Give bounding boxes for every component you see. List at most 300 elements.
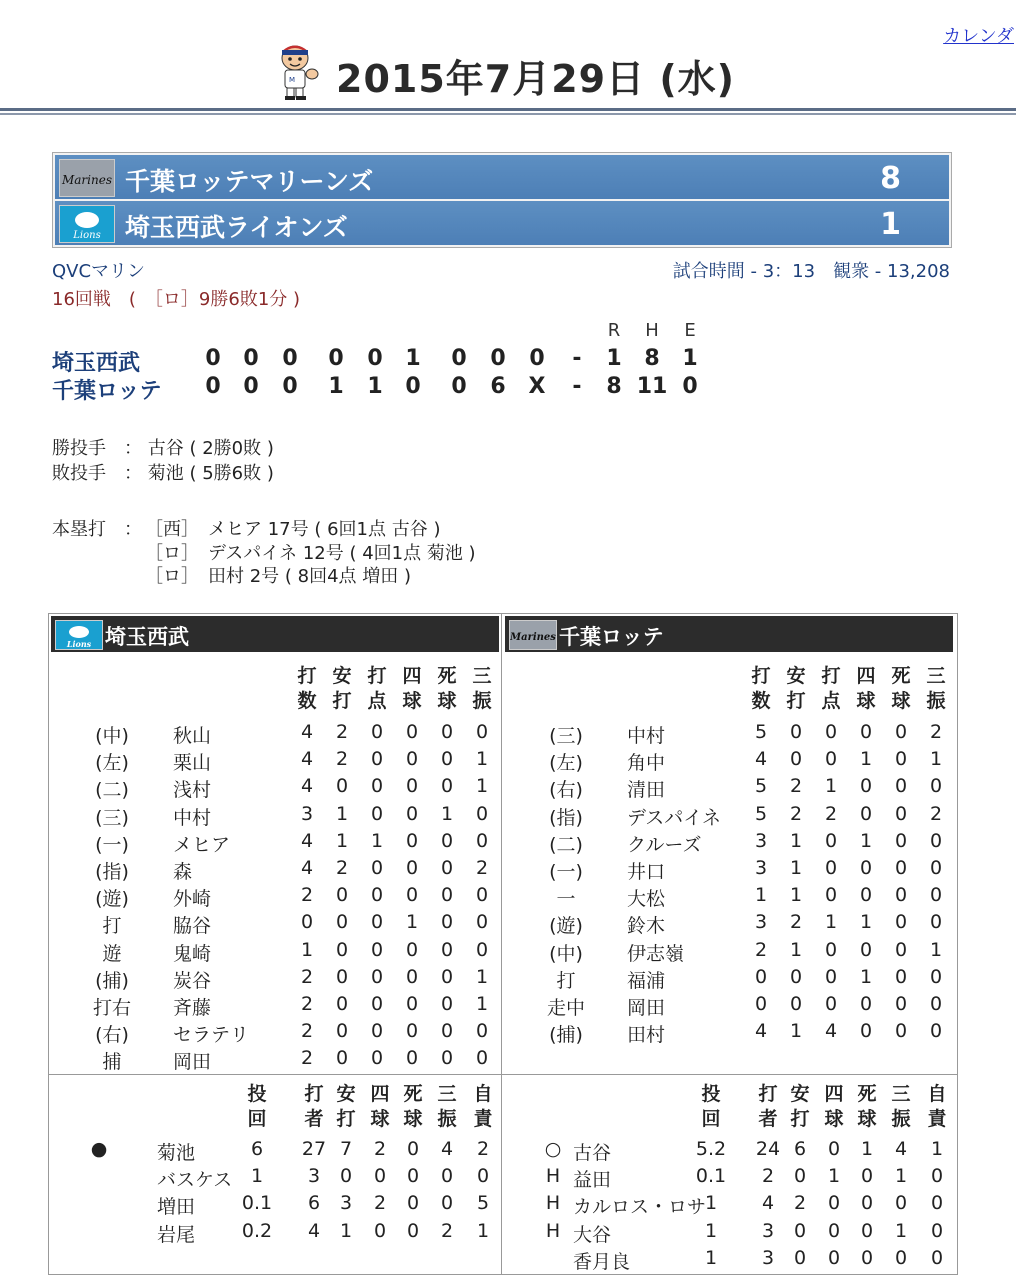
pitching-header — [927, 1082, 947, 1132]
batter-stat: 2 — [300, 1020, 314, 1043]
batter-stat: 0 — [859, 993, 873, 1015]
header-char: 球 — [403, 1108, 423, 1130]
pitcher-stat: 1 — [704, 1219, 718, 1242]
pitcher-stat: 0.1 — [241, 1192, 273, 1215]
batter-stat: 2 — [335, 721, 349, 743]
batter-name: 福浦 — [627, 969, 666, 992]
pitcher-stat: 0 — [827, 1246, 841, 1269]
pitcher-name: 香月良 — [573, 1250, 631, 1273]
linescore-team: 千葉ロッテ — [52, 379, 162, 404]
winning-pitcher — [52, 434, 274, 460]
batter-stat: 1 — [789, 1020, 803, 1043]
header-char: 打 — [790, 1108, 810, 1130]
header-char: 球 — [824, 1108, 844, 1130]
batter-position: (遊) — [549, 915, 583, 938]
batter-name: 伊志嶺 — [627, 942, 685, 965]
linescore-h: 8 — [644, 346, 660, 371]
decision-label: 勝投手 ： — [52, 438, 142, 459]
header-char: 打 — [821, 665, 841, 687]
batter-stat: 0 — [475, 829, 489, 852]
batter-stat: 0 — [440, 911, 454, 934]
batter-stat: 5 — [754, 721, 768, 743]
header-char: 打 — [336, 1108, 356, 1130]
pitching-header — [437, 1082, 457, 1132]
batter-stat: 0 — [440, 857, 454, 879]
pitcher-stat: 3 — [339, 1192, 353, 1215]
pitcher-stat: 0 — [930, 1165, 944, 1188]
batter-name: 中村 — [627, 725, 666, 747]
pitcher-stat: 0.2 — [241, 1219, 273, 1242]
header-char: 打 — [786, 690, 806, 712]
header-char: 安 — [790, 1083, 810, 1105]
batter-stat: 0 — [440, 775, 454, 798]
rhe-header: E — [684, 320, 696, 341]
batter-name: 田村 — [627, 1024, 666, 1047]
batter-stat: 2 — [300, 993, 314, 1015]
pitcher-name: 古谷 — [573, 1142, 612, 1164]
inning-score: 6 — [490, 374, 506, 399]
pitcher-stat: 1 — [860, 1138, 874, 1160]
linescore-e: 0 — [682, 374, 698, 399]
header-char: 三 — [926, 665, 946, 687]
pitcher-stat: 2 — [373, 1138, 387, 1160]
pitching-header — [891, 1082, 911, 1132]
batting-header — [367, 664, 387, 714]
pitcher-stat: 0 — [860, 1165, 874, 1188]
batter-position: 打 — [102, 915, 122, 938]
batter-name: 脇谷 — [173, 915, 212, 938]
pitcher-name: 益田 — [573, 1169, 612, 1192]
batter-stat: 0 — [440, 1020, 454, 1043]
pitcher-stat: 1 — [894, 1165, 908, 1188]
batter-stat: 1 — [475, 775, 489, 798]
batter-stat: 0 — [789, 965, 803, 988]
decision-value: 古谷 ( 2勝0敗 ) — [147, 438, 274, 459]
batter-stat: 1 — [335, 802, 349, 825]
batter-stat: 0 — [335, 965, 349, 988]
batter-position: (三) — [95, 806, 129, 829]
inning-score: 1 — [367, 374, 383, 399]
mascot-icon — [270, 42, 320, 100]
header-char: 振 — [926, 690, 946, 712]
header-char: 安 — [332, 665, 352, 687]
batter-stat: 0 — [929, 993, 943, 1015]
batter-stat: 0 — [370, 1047, 384, 1070]
svg-text:Lions: Lions — [66, 639, 92, 649]
inning-score: 1 — [328, 374, 344, 399]
pitching-header — [304, 1082, 324, 1132]
batter-stat: 0 — [824, 938, 838, 961]
rhe-header: R — [607, 320, 621, 341]
batter-stat: 2 — [335, 857, 349, 879]
svg-text:Lions: Lions — [73, 230, 101, 241]
batter-name: 清田 — [627, 779, 666, 802]
batter-name: 秋山 — [173, 725, 212, 747]
rhe-header: H — [645, 320, 659, 341]
header-char: 点 — [821, 690, 841, 712]
batter-stat: 0 — [894, 802, 908, 825]
batter-stat: 0 — [929, 884, 943, 907]
homerun-item: ［ロ］ デスパイネ 12号 ( 4回1点 菊池 ) — [145, 543, 476, 564]
pitcher-stat: 0 — [406, 1138, 420, 1160]
pitcher-stat: 0 — [793, 1246, 807, 1269]
scoreboard-row-marines — [55, 155, 949, 199]
header-char: 投 — [247, 1083, 267, 1105]
pitching-header — [701, 1082, 721, 1132]
batter-stat: 2 — [929, 802, 943, 825]
batter-stat: 5 — [754, 802, 768, 825]
batter-stat: 0 — [929, 965, 943, 988]
batter-stat: 1 — [335, 829, 349, 852]
batter-position: (捕) — [549, 1024, 583, 1047]
batter-stat: 0 — [440, 965, 454, 988]
header-char: 死 — [403, 1083, 423, 1105]
marines-box-header — [505, 616, 953, 652]
batter-stat: 0 — [370, 857, 384, 879]
batter-position: (捕) — [95, 969, 129, 992]
pitcher-stat: 1 — [476, 1219, 490, 1242]
batter-stat: 0 — [405, 857, 419, 879]
header-char: 安 — [786, 665, 806, 687]
batter-position: 打 — [556, 969, 576, 992]
batter-stat: 0 — [370, 721, 384, 743]
pitcher-stat: 0 — [827, 1219, 841, 1242]
batter-position: 遊 — [102, 942, 122, 965]
batter-position: (左) — [549, 752, 583, 775]
batter-name: 斉藤 — [173, 997, 212, 1019]
pitcher-stat: 27 — [301, 1138, 327, 1160]
batter-stat: 0 — [894, 748, 908, 771]
pitcher-stat: 0 — [793, 1219, 807, 1242]
batter-stat: 0 — [370, 1020, 384, 1043]
pitcher-stat: 2 — [440, 1219, 454, 1242]
batter-stat: 0 — [440, 829, 454, 852]
header-char: 回 — [701, 1108, 721, 1130]
batter-stat: 0 — [859, 884, 873, 907]
inning-score: 0 — [529, 346, 545, 371]
batter-name: 中村 — [173, 806, 212, 829]
pitcher-name: 増田 — [157, 1196, 196, 1219]
batter-name: 栗山 — [173, 752, 212, 775]
batter-position: (遊) — [95, 888, 129, 911]
batter-stat: 2 — [300, 884, 314, 907]
inning-score: 0 — [205, 346, 221, 371]
batter-stat: 0 — [475, 721, 489, 743]
batting-header — [297, 664, 317, 714]
header-char: 打 — [751, 665, 771, 687]
batter-stat: 0 — [405, 775, 419, 798]
header-char: 四 — [856, 665, 876, 687]
pitcher-stat: 0 — [476, 1165, 490, 1188]
header-char: 振 — [472, 690, 492, 712]
pitcher-stat: 0.1 — [695, 1165, 727, 1188]
batter-name: 角中 — [627, 752, 666, 775]
batter-stat: 2 — [789, 802, 803, 825]
batter-stat: 0 — [475, 1020, 489, 1043]
pitcher-stat: 1 — [930, 1138, 944, 1160]
header-char: 数 — [751, 690, 771, 712]
batter-stat: 1 — [789, 938, 803, 961]
batter-stat: 0 — [370, 884, 384, 907]
pitcher-stat: 0 — [373, 1165, 387, 1188]
svg-text:Marines: Marines — [510, 632, 556, 643]
batter-stat: 1 — [824, 911, 838, 934]
title-divider — [0, 108, 1016, 111]
batter-stat: 4 — [300, 857, 314, 879]
batter-position: (一) — [95, 833, 129, 856]
pitching-header — [473, 1082, 493, 1132]
pitcher-stat: 5.2 — [695, 1138, 727, 1160]
batting-header — [472, 664, 492, 714]
batter-stat: 0 — [440, 993, 454, 1015]
batter-stat: 0 — [824, 721, 838, 743]
batter-stat: 1 — [789, 857, 803, 879]
pitcher-stat: 6 — [307, 1192, 321, 1215]
scoreboard-row-lions — [55, 201, 949, 245]
pitcher-stat: 3 — [307, 1165, 321, 1188]
batter-stat: 0 — [859, 802, 873, 825]
batter-name: 大松 — [627, 888, 666, 911]
pitcher-stat: 24 — [755, 1138, 781, 1160]
batter-stat: 0 — [335, 938, 349, 961]
batter-stat: 2 — [754, 938, 768, 961]
series-record: 16回戦 ( ［ロ］9勝6敗1分 ) — [52, 289, 301, 310]
team-name: 埼玉西武 — [105, 625, 189, 649]
pitcher-stat: 1 — [250, 1165, 264, 1188]
batter-stat: 1 — [405, 911, 419, 934]
pitcher-stat: 2 — [373, 1192, 387, 1215]
pitcher-stat: 0 — [339, 1165, 353, 1188]
pitcher-stat: 0 — [440, 1192, 454, 1215]
lions-box-header — [51, 616, 499, 652]
pitcher-mark: H — [545, 1165, 561, 1188]
batter-stat: 0 — [859, 721, 873, 743]
team-name: 千葉ロッテ — [559, 625, 664, 649]
batter-position: (一) — [549, 861, 583, 883]
batter-position: 一 — [556, 888, 576, 911]
batting-header — [751, 664, 771, 714]
header-char: 三 — [472, 665, 492, 687]
batter-stat: 0 — [335, 1047, 349, 1070]
batter-stat: 4 — [300, 748, 314, 771]
batter-stat: 0 — [370, 775, 384, 798]
batter-stat: 0 — [824, 857, 838, 879]
batter-stat: 0 — [335, 775, 349, 798]
linescore-h: 11 — [636, 374, 668, 399]
batter-stat: 0 — [929, 1020, 943, 1043]
header-char: 死 — [437, 665, 457, 687]
batter-stat: 0 — [405, 1020, 419, 1043]
batter-name: デスパイネ — [627, 806, 722, 829]
batter-stat: 2 — [824, 802, 838, 825]
batter-name: メヒア — [173, 833, 231, 856]
batter-stat: 1 — [824, 775, 838, 798]
header-char: 振 — [437, 1108, 457, 1130]
homerun-label: 本塁打 ： — [52, 519, 142, 540]
pitcher-name: 菊池 — [157, 1142, 196, 1164]
batter-stat: 0 — [754, 993, 768, 1015]
box-score — [48, 613, 958, 1275]
header-char: 投 — [701, 1083, 721, 1105]
pitcher-stat: 0 — [894, 1246, 908, 1269]
header-char: 責 — [927, 1108, 947, 1130]
batter-stat: 0 — [335, 1020, 349, 1043]
batter-stat: 0 — [370, 748, 384, 771]
pitcher-stat: 0 — [860, 1219, 874, 1242]
batter-stat: 4 — [824, 1020, 838, 1043]
pitcher-stat: 2 — [476, 1138, 490, 1160]
linescore-r: 8 — [606, 374, 622, 399]
batter-stat: 3 — [300, 802, 314, 825]
batter-stat: 0 — [859, 775, 873, 798]
batter-stat: 0 — [405, 938, 419, 961]
pitcher-stat: 1 — [704, 1192, 718, 1215]
batter-name: 井口 — [627, 861, 666, 883]
batter-stat: 0 — [824, 884, 838, 907]
batter-stat: 1 — [929, 748, 943, 771]
header-char: 球 — [402, 690, 422, 712]
batter-stat: 4 — [300, 829, 314, 852]
inning-score: X — [528, 374, 546, 399]
header-char: 球 — [370, 1108, 390, 1130]
header-char: 球 — [891, 690, 911, 712]
batter-name: 鬼崎 — [173, 942, 212, 965]
inning-score: 0 — [405, 374, 421, 399]
batter-stat: 0 — [475, 1047, 489, 1070]
batter-stat: 2 — [475, 857, 489, 879]
pitcher-mark: ○ — [544, 1138, 562, 1160]
pitcher-stat: 0 — [827, 1138, 841, 1160]
pitcher-stat: 1 — [704, 1246, 718, 1269]
batter-stat: 0 — [824, 993, 838, 1015]
batter-stat: 0 — [894, 911, 908, 934]
batter-name: 浅村 — [173, 779, 212, 802]
batter-stat: 4 — [300, 721, 314, 743]
header-char: 自 — [927, 1083, 947, 1105]
linescore-r: 1 — [606, 346, 622, 371]
batter-stat: 0 — [440, 1047, 454, 1070]
batter-name: 鈴木 — [627, 915, 666, 938]
batter-stat: 0 — [789, 993, 803, 1015]
header-char: 打 — [297, 665, 317, 687]
batter-stat: 0 — [894, 775, 908, 798]
marines-logo-icon — [59, 159, 115, 197]
inning-score: 0 — [282, 374, 298, 399]
calendar-link[interactable]: カレンダ — [943, 26, 1014, 47]
header-char: 者 — [304, 1108, 324, 1130]
batter-position: (右) — [95, 1024, 129, 1047]
pitcher-stat: 1 — [827, 1165, 841, 1188]
batter-stat: 0 — [894, 721, 908, 743]
batter-stat: 3 — [754, 911, 768, 934]
inning-score: 0 — [243, 346, 259, 371]
batter-stat: 0 — [894, 1020, 908, 1043]
page-title: 2015年7月29日 (水) — [336, 57, 736, 101]
pitcher-stat: 3 — [761, 1219, 775, 1242]
batter-stat: 0 — [824, 829, 838, 852]
batter-stat: 0 — [475, 911, 489, 934]
batter-stat: 0 — [405, 802, 419, 825]
pitcher-stat: 0 — [793, 1165, 807, 1188]
batter-stat: 0 — [754, 965, 768, 988]
batter-position: (左) — [95, 752, 129, 775]
batter-stat: 0 — [929, 829, 943, 852]
header-char: 球 — [856, 690, 876, 712]
batting-header — [437, 664, 457, 714]
batter-position: (指) — [549, 806, 583, 829]
lions-logo-icon — [59, 205, 115, 243]
batter-stat: 1 — [859, 748, 873, 771]
pitcher-name: 大谷 — [573, 1223, 612, 1246]
batter-stat: 1 — [475, 965, 489, 988]
header-char: 数 — [297, 690, 317, 712]
batter-stat: 2 — [300, 1047, 314, 1070]
team-name: 埼玉西武ライオンズ — [125, 213, 348, 242]
batting-header — [856, 664, 876, 714]
batter-stat: 0 — [859, 938, 873, 961]
homerun-item: ［ロ］ 田村 2号 ( 8回4点 増田 ) — [145, 566, 412, 587]
pitcher-stat: 6 — [793, 1138, 807, 1160]
batter-stat: 0 — [894, 993, 908, 1015]
header-char: 死 — [891, 665, 911, 687]
batter-stat: 0 — [300, 911, 314, 934]
pitcher-name: バスケス — [157, 1169, 233, 1192]
header-char: 点 — [367, 690, 387, 712]
batter-stat: 0 — [894, 965, 908, 988]
svg-text:Marines: Marines — [61, 173, 113, 187]
batter-stat: 0 — [824, 748, 838, 771]
batter-stat: 0 — [405, 965, 419, 988]
batter-stat: 1 — [440, 802, 454, 825]
pitching-header — [824, 1082, 844, 1132]
decision-value: 菊池 ( 5勝6敗 ) — [147, 463, 274, 484]
batter-stat: 0 — [929, 857, 943, 879]
inning-score: 0 — [282, 346, 298, 371]
batter-name: セラテリ — [173, 1024, 250, 1047]
batter-stat: 0 — [405, 993, 419, 1015]
inning-score: 0 — [243, 374, 259, 399]
batter-stat: 1 — [300, 938, 314, 961]
pitcher-stat: 0 — [930, 1246, 944, 1269]
header-char: 四 — [824, 1083, 844, 1105]
batter-stat: 0 — [370, 911, 384, 934]
batter-position: 走中 — [546, 997, 585, 1019]
batter-stat: 1 — [370, 829, 384, 852]
batter-position: (指) — [95, 861, 129, 883]
pitcher-stat: 0 — [930, 1219, 944, 1242]
batter-stat: 0 — [789, 721, 803, 743]
header-char: 責 — [473, 1108, 493, 1130]
batter-stat: 4 — [754, 748, 768, 771]
batter-stat: 0 — [405, 1047, 419, 1070]
batter-name: 外崎 — [173, 888, 212, 911]
title-divider — [0, 113, 1016, 115]
inning-score: 1 — [405, 346, 421, 371]
team-score: 8 — [880, 161, 901, 196]
batter-stat: 0 — [894, 829, 908, 852]
batter-stat: 4 — [754, 1020, 768, 1043]
batting-header — [821, 664, 841, 714]
batter-stat: 1 — [475, 993, 489, 1015]
batter-stat: 0 — [929, 911, 943, 934]
batter-stat: 0 — [894, 857, 908, 879]
batting-header — [332, 664, 352, 714]
batter-stat: 2 — [300, 965, 314, 988]
batter-position: (中) — [549, 942, 583, 965]
pitching-header — [247, 1082, 267, 1132]
scoreboard — [52, 152, 952, 248]
venue: QVCマリン — [52, 261, 146, 282]
